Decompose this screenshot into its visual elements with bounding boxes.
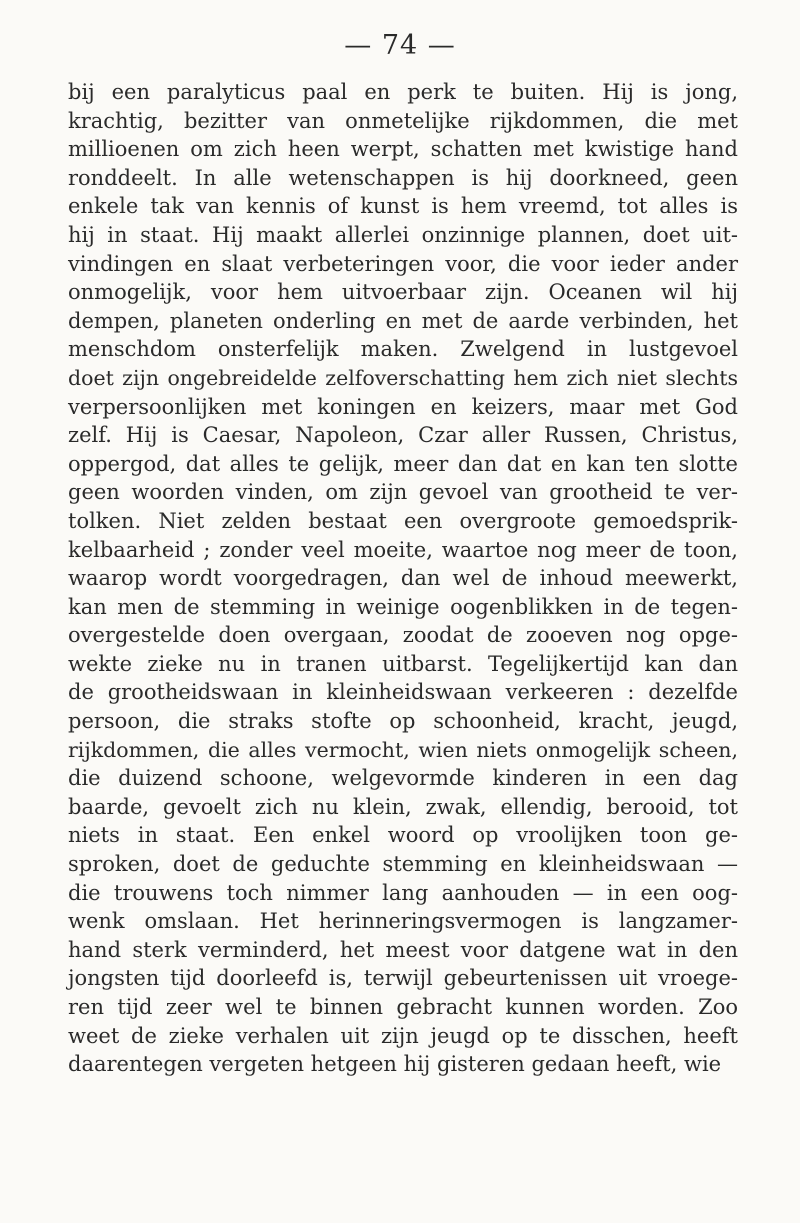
text-line: verpersoonlijken met koningen en keizers, maar met God	[68, 394, 738, 419]
text-line: oppergod, dat alles te gelijk, meer dan dat en kan ten slotte	[68, 451, 738, 476]
text-line: geen woorden vinden, om zijn gevoel van grootheid te ver-	[68, 480, 738, 505]
text-line: die duizend schoone, welgevormde kinderen in een dag	[68, 766, 738, 791]
text-line: niets in staat. Een enkel woord op vroolijken toon ge-	[68, 823, 738, 848]
text-line: onmogelijk, voor hem uitvoerbaar zijn. Oceanen wil hij	[68, 280, 738, 305]
text-line: tolken. Niet zelden bestaat een overgroote gemoedsprik-	[68, 508, 738, 533]
body-text	[68, 78, 738, 1079]
text-line: de grootheidswaan in kleinheidswaan verkeeren : dezelfde	[68, 680, 738, 705]
text-line: zelf. Hij is Caesar, Napoleon, Czar aller Russen, Christus,	[68, 423, 738, 448]
text-line: bij een paralyticus paal en perk te buiten. Hij is jong,	[68, 80, 738, 104]
page-number: — 74 —	[344, 30, 456, 61]
text-line: jongsten tijd doorleefd is, terwijl gebeurtenissen uit vroege-	[68, 966, 738, 991]
text-line: overgestelde doen overgaan, zoodat de zooeven nog opge-	[68, 623, 738, 648]
text-line: ronddeelt. In alle wetenschappen is hij doorkneed, geen	[68, 165, 738, 190]
text-line: millioenen om zich heen werpt, schatten met kwistige hand	[68, 137, 738, 162]
text-line: dempen, planeten onderling en met de aarde verbinden, het	[68, 308, 738, 333]
text-line: kan men de stemming in weinige oogenblikken in de tegen-	[68, 594, 738, 619]
text-line: sproken, doet de geduchte stemming en kleinheidswaan —	[68, 852, 738, 877]
text-line: hand sterk verminderd, het meest voor datgene wat in den	[68, 937, 738, 962]
text-line: enkele tak van kennis of kunst is hem vreemd, tot alles is	[68, 194, 738, 219]
text-line: baarde, gevoelt zich nu klein, zwak, ellendig, berooid, tot	[68, 794, 738, 819]
text-line: daarentegen vergeten hetgeen hij gisteren gedaan heeft, wie	[68, 1052, 722, 1077]
text-line: rijkdommen, die alles vermocht, wien niets onmogelijk scheen,	[68, 737, 738, 762]
text-line: die trouwens toch nimmer lang aanhouden — in een oog-	[68, 880, 738, 905]
text-line: krachtig, bezitter van onmetelijke rijkdommen, die met	[68, 108, 738, 133]
text-line: hij in staat. Hij maakt allerlei onzinnige plannen, doet uit-	[68, 222, 738, 247]
text-line: waarop wordt voorgedragen, dan wel de inhoud meewerkt,	[68, 566, 738, 591]
text-line: doet zijn ongebreidelde zelfoverschatting hem zich niet slechts	[68, 365, 738, 390]
text-line: ren tijd zeer wel te binnen gebracht kunnen worden. Zoo	[68, 995, 738, 1019]
text-line: weet de zieke verhalen uit zijn jeugd op te disschen, heeft	[68, 1023, 738, 1048]
text-line: menschdom onsterfelijk maken. Zwelgend in lustgevoel	[68, 337, 738, 362]
text-line: vindingen en slaat verbeteringen voor, die voor ieder ander	[68, 251, 738, 276]
text-line: wekte zieke nu in tranen uitbarst. Tegelijkertijd kan dan	[68, 651, 738, 676]
text-line: persoon, die straks stofte op schoonheid, kracht, jeugd,	[68, 709, 738, 734]
text-line: kelbaarheid ; zonder veel moeite, waartoe nog meer de toon,	[68, 537, 738, 562]
text-line: wenk omslaan. Het herinneringsvermogen is langzamer-	[68, 909, 738, 934]
